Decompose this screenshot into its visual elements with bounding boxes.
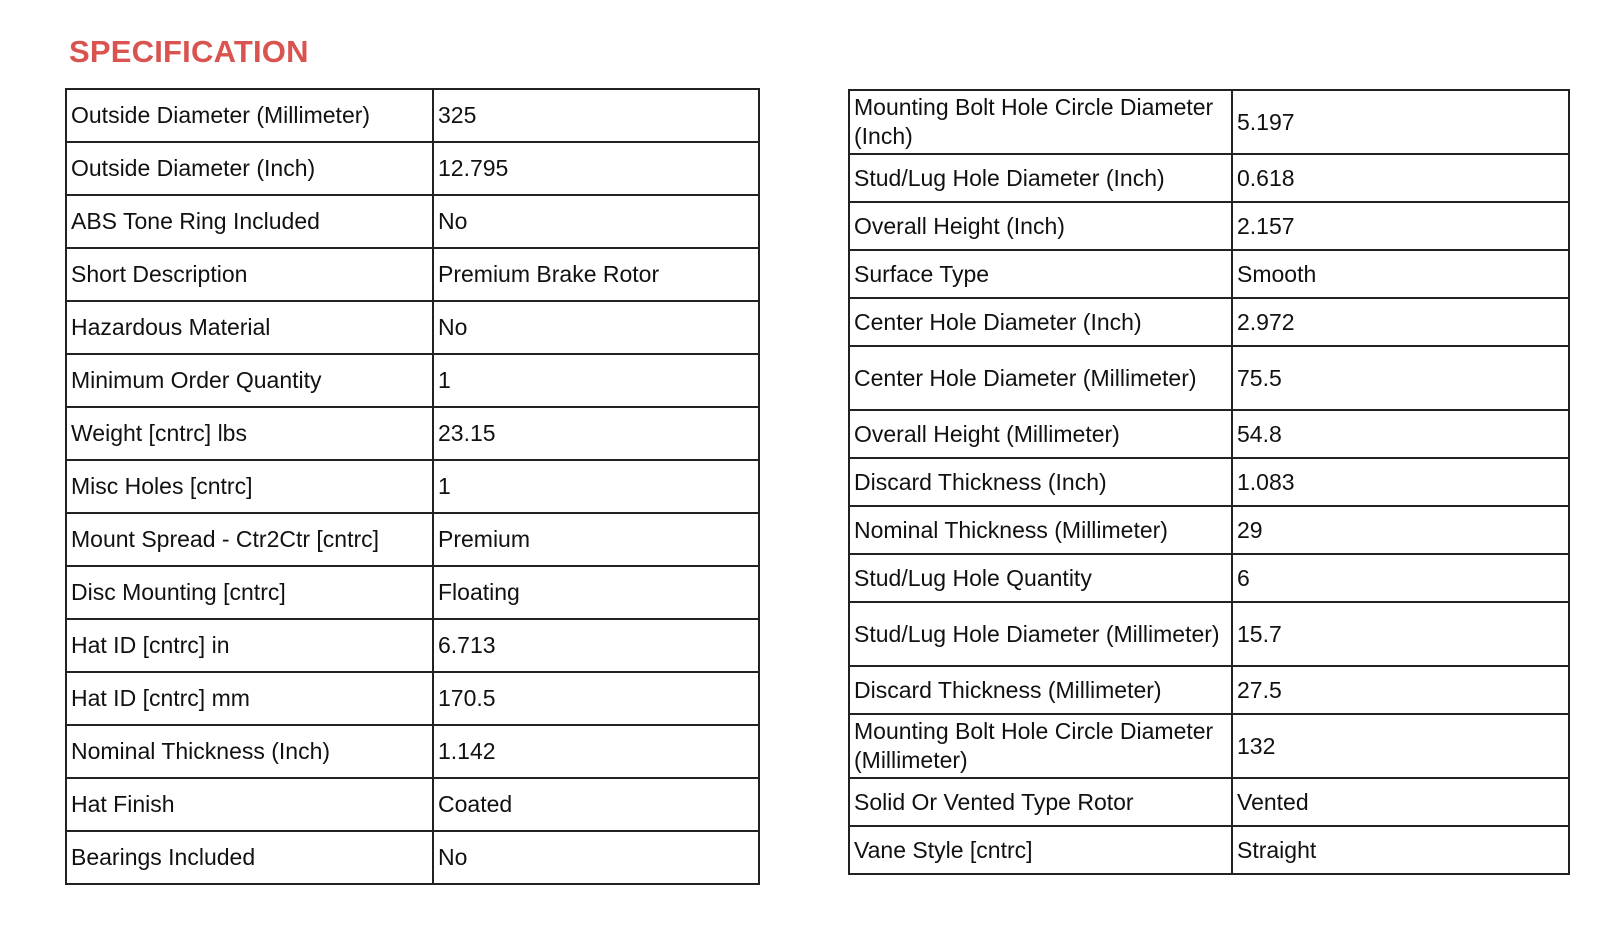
spec-label: Overall Height (Inch) <box>849 202 1232 250</box>
spec-label: Outside Diameter (Inch) <box>66 142 433 195</box>
spec-label: Discard Thickness (Inch) <box>849 458 1232 506</box>
spec-label: Mounting Bolt Hole Circle Diameter (Millimeter) <box>849 714 1232 778</box>
spec-label: Vane Style [cntrc] <box>849 826 1232 874</box>
table-row <box>849 90 1569 154</box>
table-row <box>66 778 759 831</box>
table-row <box>66 89 759 142</box>
spec-value: Smooth <box>1232 250 1569 298</box>
table-row <box>66 566 759 619</box>
spec-label: Nominal Thickness (Millimeter) <box>849 506 1232 554</box>
spec-value: 75.5 <box>1232 346 1569 410</box>
spec-value: 2.157 <box>1232 202 1569 250</box>
spec-label: Stud/Lug Hole Diameter (Inch) <box>849 154 1232 202</box>
spec-label: Nominal Thickness (Inch) <box>66 725 433 778</box>
table-row <box>849 410 1569 458</box>
spec-label: Mount Spread - Ctr2Ctr [cntrc] <box>66 513 433 566</box>
spec-value: 325 <box>433 89 759 142</box>
spec-label: Center Hole Diameter (Inch) <box>849 298 1232 346</box>
spec-value: No <box>433 195 759 248</box>
table-row <box>66 142 759 195</box>
table-row <box>849 346 1569 410</box>
table-row <box>66 460 759 513</box>
spec-value: Straight <box>1232 826 1569 874</box>
spec-value: 54.8 <box>1232 410 1569 458</box>
table-row <box>849 778 1569 826</box>
table-row <box>849 458 1569 506</box>
spec-table-left <box>65 88 760 885</box>
table-row <box>66 619 759 672</box>
spec-value: Vented <box>1232 778 1569 826</box>
spec-label: Outside Diameter (Millimeter) <box>66 89 433 142</box>
table-row <box>66 725 759 778</box>
spec-label: Hazardous Material <box>66 301 433 354</box>
spec-value: 1 <box>433 354 759 407</box>
spec-value: 2.972 <box>1232 298 1569 346</box>
spec-value: 1.083 <box>1232 458 1569 506</box>
spec-label: Hat ID [cntrc] in <box>66 619 433 672</box>
spec-value: 23.15 <box>433 407 759 460</box>
table-row <box>849 506 1569 554</box>
spec-label: Disc Mounting [cntrc] <box>66 566 433 619</box>
table-row <box>66 195 759 248</box>
spec-label: ABS Tone Ring Included <box>66 195 433 248</box>
spec-value: 6.713 <box>433 619 759 672</box>
spec-label: Surface Type <box>849 250 1232 298</box>
spec-value: No <box>433 301 759 354</box>
table-row <box>849 554 1569 602</box>
table-row <box>66 301 759 354</box>
spec-label: Center Hole Diameter (Millimeter) <box>849 346 1232 410</box>
spec-value: Premium <box>433 513 759 566</box>
spec-value: 15.7 <box>1232 602 1569 666</box>
spec-value: 27.5 <box>1232 666 1569 714</box>
table-row <box>849 154 1569 202</box>
spec-value: 1 <box>433 460 759 513</box>
table-row <box>849 250 1569 298</box>
spec-label: Short Description <box>66 248 433 301</box>
spec-label: Weight [cntrc] lbs <box>66 407 433 460</box>
spec-table-right <box>848 89 1570 875</box>
spec-value: 29 <box>1232 506 1569 554</box>
spec-label: Stud/Lug Hole Diameter (Millimeter) <box>849 602 1232 666</box>
spec-value: Floating <box>433 566 759 619</box>
spec-label: Discard Thickness (Millimeter) <box>849 666 1232 714</box>
spec-label: Hat ID [cntrc] mm <box>66 672 433 725</box>
spec-label: Misc Holes [cntrc] <box>66 460 433 513</box>
spec-value: 0.618 <box>1232 154 1569 202</box>
table-row <box>849 666 1569 714</box>
table-row <box>849 202 1569 250</box>
table-row <box>849 298 1569 346</box>
table-row <box>66 672 759 725</box>
table-row <box>66 248 759 301</box>
spec-label: Hat Finish <box>66 778 433 831</box>
table-row <box>66 831 759 884</box>
table-row <box>849 714 1569 778</box>
spec-label: Minimum Order Quantity <box>66 354 433 407</box>
spec-value: Coated <box>433 778 759 831</box>
spec-value: 1.142 <box>433 725 759 778</box>
page-title: SPECIFICATION <box>69 34 309 69</box>
spec-label: Solid Or Vented Type Rotor <box>849 778 1232 826</box>
spec-label: Overall Height (Millimeter) <box>849 410 1232 458</box>
table-row <box>849 602 1569 666</box>
spec-value: No <box>433 831 759 884</box>
table-row <box>66 407 759 460</box>
spec-label: Bearings Included <box>66 831 433 884</box>
spec-value: 170.5 <box>433 672 759 725</box>
spec-label: Mounting Bolt Hole Circle Diameter (Inch) <box>849 90 1232 154</box>
spec-value: 12.795 <box>433 142 759 195</box>
table-row <box>66 354 759 407</box>
spec-value: Premium Brake Rotor <box>433 248 759 301</box>
spec-value: 5.197 <box>1232 90 1569 154</box>
table-row <box>849 826 1569 874</box>
spec-value: 132 <box>1232 714 1569 778</box>
spec-label: Stud/Lug Hole Quantity <box>849 554 1232 602</box>
spec-value: 6 <box>1232 554 1569 602</box>
table-row <box>66 513 759 566</box>
